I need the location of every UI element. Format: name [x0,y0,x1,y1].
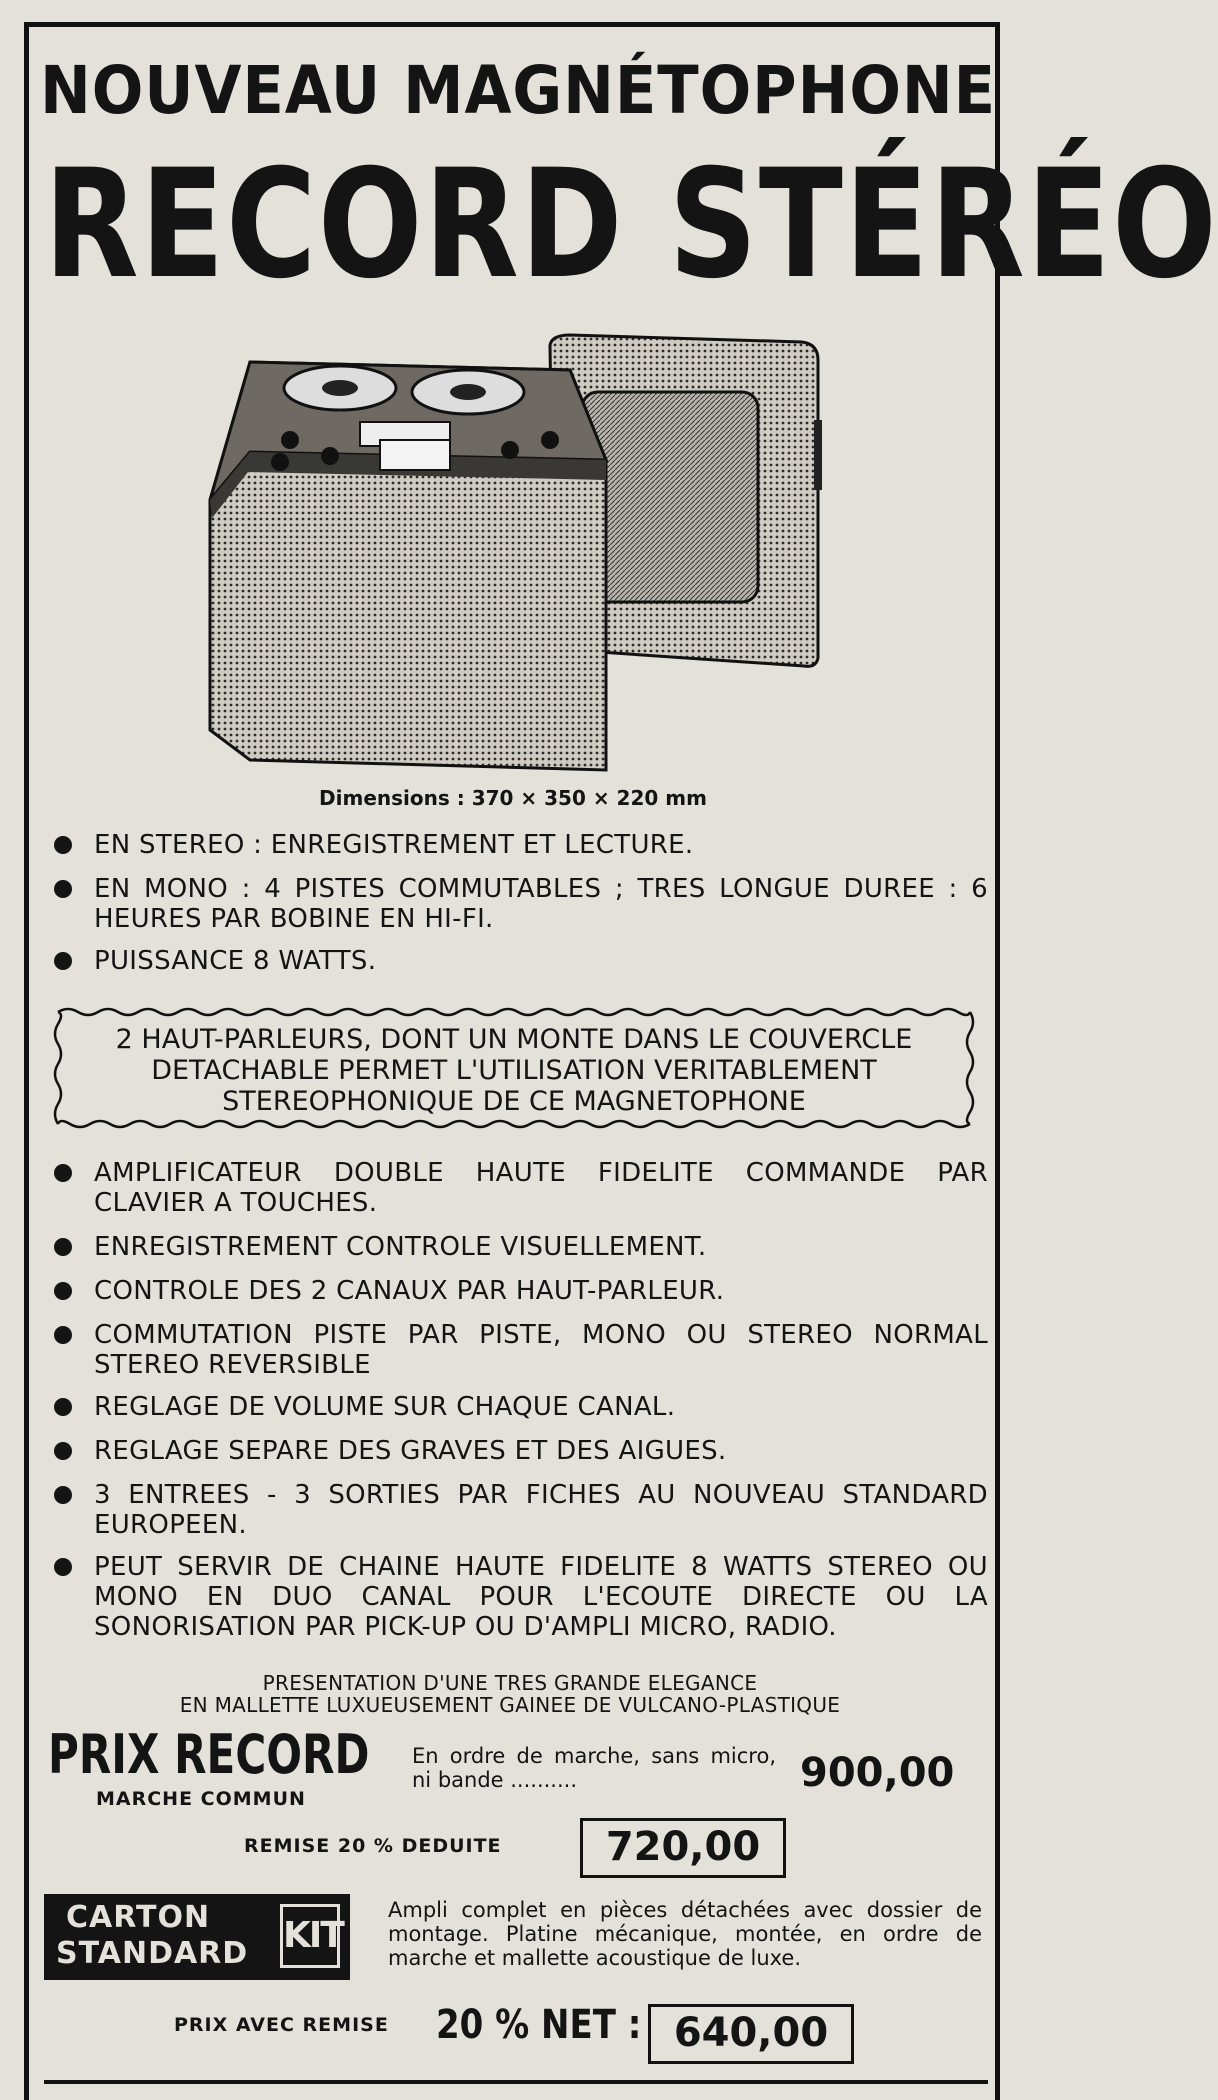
bullet-icon [54,836,72,854]
tape-recorder-illustration [210,330,830,780]
presentation-note: PRESENTATION D'UNE TRES GRANDE ELEGANCE EN MALLETTE LUXUEUSEMENT GAINEE DE VULCANO-PLASTIQUE [179,1671,841,1717]
bullet-icon [54,1326,72,1344]
headline-line1: NOUVEAU MAGNÉTOPHONE [40,52,997,129]
discounted-price: 720,00 [605,1824,761,1870]
dimensions-caption: Dimensions : 370 × 350 × 220 mm [319,786,707,810]
feature-stereo: EN STEREO : ENREGISTREMENT ET LECTURE. [58,830,988,860]
feature-mono: EN MONO : 4 PISTES COMMUTABLES ; TRES LONGUE DUREE : 6 HEURES PAR BOBINE EN HI-FI. [58,874,988,934]
bullet-icon [54,1282,72,1300]
bullet-icon [54,1238,72,1256]
carton-standard-kit-logo [44,1894,350,1980]
kit-badge: KIT [280,1904,340,1968]
kit-description: Ampli complet en pièces détachées avec dossier de montage. Platine mécanique, montée, en ordre de marche et mallette acoustique de luxe. [388,1898,982,1970]
net-price-label: PRIX AVEC REMISE [174,2014,389,2036]
feature-tone: REGLAGE SEPARE DES GRAVES ET DES AIGUES. [58,1436,988,1466]
order-description: En ordre de marche, sans micro, ni bande .......... [412,1744,776,1792]
bullet-icon [54,880,72,898]
prix-record-title: PRIX RECORD [48,1723,370,1786]
feature-power: PUISSANCE 8 WATTS. [58,946,988,976]
bullet-icon [54,952,72,970]
feature-inputs-outputs: 3 ENTREES - 3 SORTIES PAR FICHES AU NOUVEAU STANDARD EUROPEEN. [58,1480,988,1540]
speaker-highlight-box [48,1004,980,1132]
feature-volume: REGLAGE DE VOLUME SUR CHAQUE CANAL. [58,1392,988,1422]
bullet-icon [54,1558,72,1576]
net-percent: 20 % NET : [436,2002,642,2048]
discount-label: REMISE 20 % DEDUITE [244,1835,502,1857]
recorder-deck [210,362,606,770]
feature-amplifier: AMPLIFICATEUR DOUBLE HAUTE FIDELITE COMMANDE PAR CLAVIER A TOUCHES. [58,1158,988,1218]
headline-line2: RECORD STÉRÉO [44,138,1218,312]
net-price: 640,00 [673,2010,829,2056]
list-price: 900,00 [800,1750,955,1796]
feature-channel-control: CONTROLE DES 2 CANAUX PAR HAUT-PARLEUR. [58,1276,988,1306]
marche-commun-label: MARCHE COMMUN [96,1788,306,1810]
bullet-icon [54,1442,72,1460]
carton-label: CARTON [66,1900,211,1935]
feature-track-switching: COMMUTATION PISTE PAR PISTE, MONO OU STEREO NORMAL STEREO REVERSIBLE [58,1320,988,1380]
feature-hifi-chain: PEUT SERVIR DE CHAINE HAUTE FIDELITE 8 WATTS STEREO OU MONO EN DUO CANAL POUR L'ECOUTE DIRECTE OU LA SONORISATION PAR PICK-UP OU D'AMPLI MICRO, RADIO. [58,1552,988,1642]
bullet-icon [54,1164,72,1182]
standard-label: STANDARD [56,1936,249,1971]
bullet-icon [54,1398,72,1416]
speaker-highlight-text: 2 HAUT-PARLEURS, DONT UN MONTE DANS LE COUVERCLE DETACHABLE PERMET L'UTILISATION VERITABLEMENT STEREOPHONIQUE DE CE MAGNETOPHONE [115,1024,913,1117]
discounted-price-box [580,1818,786,1878]
net-price-box [648,2004,854,2064]
bottom-rule [44,2080,988,2084]
bullet-icon [54,1486,72,1504]
feature-visual-control: ENREGISTREMENT CONTROLE VISUELLEMENT. [58,1232,988,1262]
